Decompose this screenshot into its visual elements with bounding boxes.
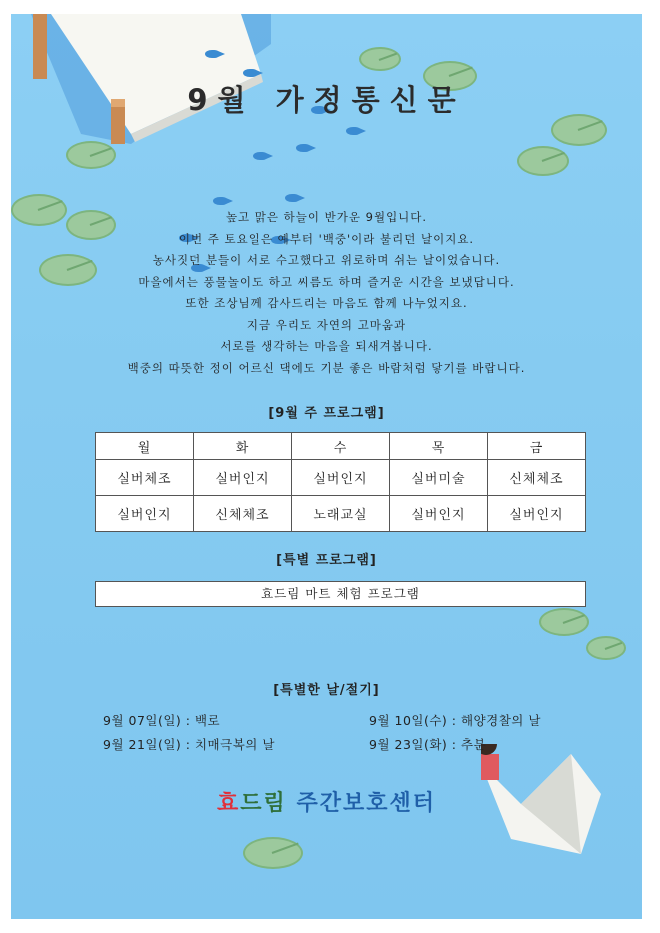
fish-decoration xyxy=(346,127,360,135)
fish-decoration xyxy=(205,50,219,58)
lily-pad-decoration xyxy=(359,47,401,71)
special-day-item: 9월 23일(화) : 추분 xyxy=(369,737,487,752)
program-cell: 실버인지 xyxy=(488,496,586,532)
weekly-program-heading: [9월 주 프로그램] xyxy=(268,406,385,421)
lily-pad-decoration xyxy=(243,837,303,869)
program-cell: 실버인지 xyxy=(390,496,488,532)
lily-pad-decoration xyxy=(539,608,589,636)
intro-line: 이번 주 토요일은 예부터 '백중'이라 불리던 날이지요. xyxy=(178,231,475,246)
fish-decoration xyxy=(213,197,227,205)
program-cell: 실버미술 xyxy=(390,460,488,496)
fish-decoration xyxy=(243,69,257,77)
day-header: 화 xyxy=(194,433,292,460)
fish-decoration xyxy=(253,152,267,160)
fish-decoration xyxy=(285,194,299,202)
intro-line: 또한 조상님께 감사드리는 마음도 함께 나누었지요. xyxy=(185,296,468,310)
fish-decoration xyxy=(296,144,310,152)
intro-message xyxy=(11,207,642,379)
center-name-part: 드림 xyxy=(240,791,287,816)
program-cell: 신체체조 xyxy=(488,460,586,496)
intro-line: 농사짓던 분들이 서로 수고했다고 위로하며 쉬는 날이었습니다. xyxy=(152,253,501,267)
day-header: 월 xyxy=(96,433,194,460)
program-cell: 실버인지 xyxy=(96,496,194,532)
center-name xyxy=(11,786,642,817)
table-row xyxy=(96,496,586,532)
special-day-item: 9월 10일(수) : 해양경찰의 날 xyxy=(369,713,541,728)
table-row xyxy=(96,460,586,496)
special-program-box: 효드림 마트 체험 프로그램 xyxy=(95,581,586,607)
special-day-item: 9월 07일(일) : 백로 xyxy=(103,713,221,728)
special-program-heading: [특별 프로그램] xyxy=(276,553,377,568)
newsletter-page xyxy=(11,14,642,919)
intro-line: 백중의 따뜻한 정이 어르신 댁에도 기분 좋은 바람처럼 닿기를 바랍니다. xyxy=(127,360,526,375)
intro-line: 지금 우리도 자연의 고마움과 xyxy=(246,317,407,332)
weekly-program-table xyxy=(95,432,586,532)
program-cell: 실버인지 xyxy=(292,460,390,496)
center-name-part: 효 xyxy=(217,791,241,816)
intro-line: 높고 맑은 하늘이 반가운 9월입니다. xyxy=(225,210,428,224)
intro-line: 마을에서는 풍물놀이도 하고 씨름도 하며 즐거운 시간을 보냈답니다. xyxy=(138,274,515,289)
center-name-part: 주간보호센터 xyxy=(296,791,436,816)
program-cell: 노래교실 xyxy=(292,496,390,532)
lily-pad-decoration xyxy=(66,141,116,169)
day-header: 금 xyxy=(488,433,586,460)
day-header: 수 xyxy=(292,433,390,460)
table-header-row xyxy=(96,433,586,460)
intro-line: 서로를 생각하는 마음을 되새겨봅니다. xyxy=(220,339,433,353)
program-cell: 신체체조 xyxy=(194,496,292,532)
page-title: 9월 가정통신문 xyxy=(187,83,466,117)
lily-pad-decoration xyxy=(517,146,569,176)
program-cell: 실버체조 xyxy=(96,460,194,496)
day-header: 목 xyxy=(390,433,488,460)
special-days-heading: [특별한 날/절기] xyxy=(273,683,380,698)
program-cell: 실버인지 xyxy=(194,460,292,496)
lily-pad-decoration xyxy=(586,636,626,660)
special-day-item: 9월 21일(일) : 치매극복의 날 xyxy=(103,737,275,752)
